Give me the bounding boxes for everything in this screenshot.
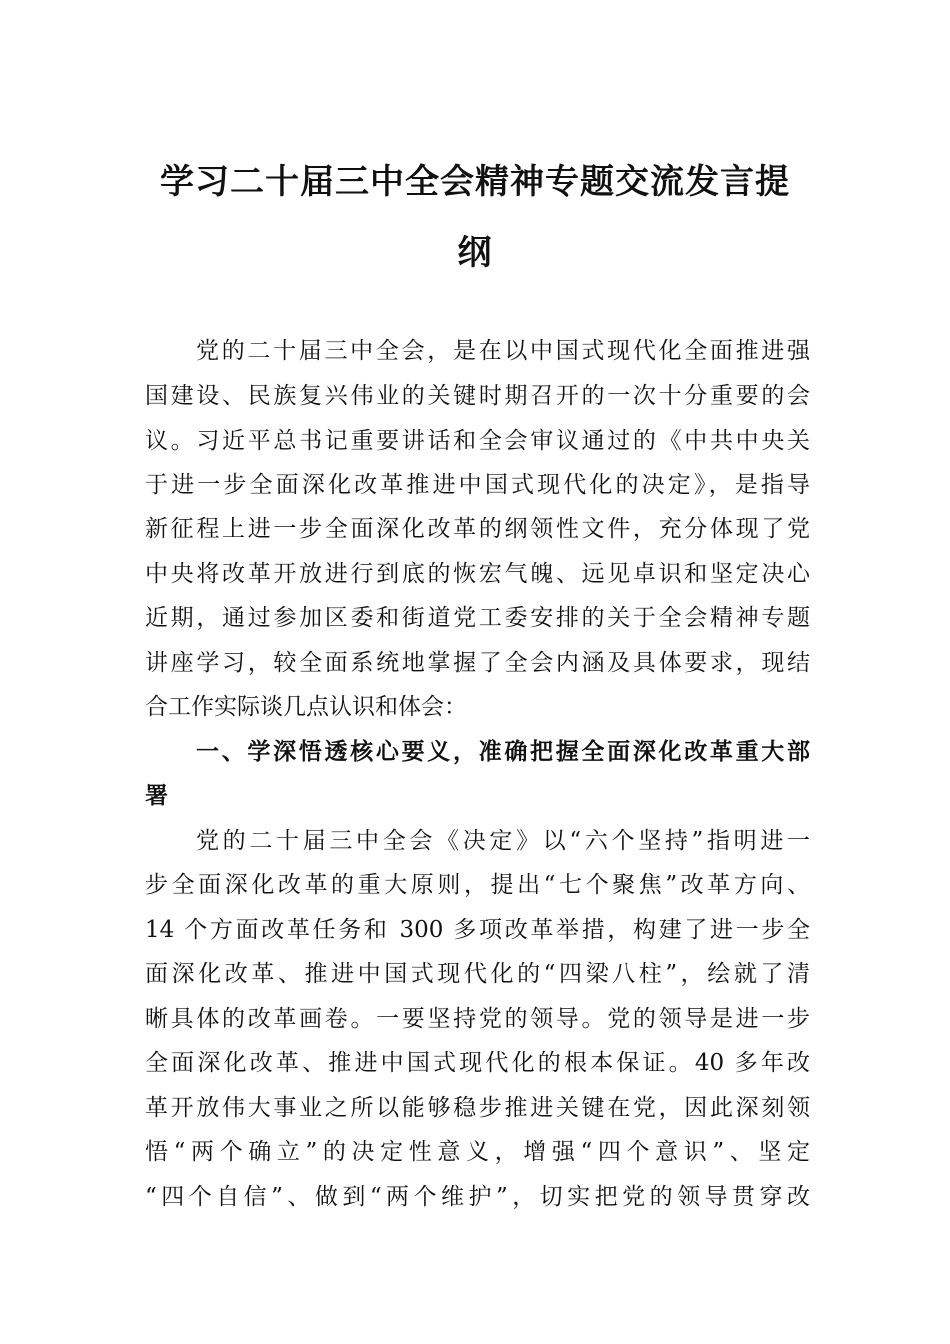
intro-paragraph-line: 中央将改革开放进行到底的恢宏气魄、远见卓识和坚定决心 — [145, 561, 810, 587]
document-title: 学习二十届三中全会精神专题交流发言提 — [160, 162, 790, 202]
section-body-line: 步全面深化改革的重大原则，提出“七个聚焦”改革方向、 — [145, 872, 810, 898]
intro-paragraph-line: 于进一步全面深化改革推进中国式现代化的决定》，是指导 — [145, 472, 810, 498]
section-body-line: 全面深化改革、推进中国式现代化的根本保证。40 多年改 — [145, 1050, 810, 1076]
section-body-line: 14 个方面改革任务和 300 多项改革举措，构建了进一步全 — [145, 917, 810, 943]
intro-paragraph-line: 议。习近平总书记重要讲话和全会审议通过的《中共中央关 — [145, 428, 810, 454]
intro-paragraph-line: 国建设、民族复兴伟业的关键时期召开的一次十分重要的会 — [145, 383, 810, 409]
section-heading-continued: 署 — [145, 783, 168, 809]
intro-paragraph-line: 党的二十届三中全会，是在以中国式现代化全面推进强 — [196, 338, 810, 364]
section-body-line: 党的二十届三中全会《决定》以“六个坚持”指明进一 — [196, 828, 810, 854]
section-body-line: 革开放伟大事业之所以能够稳步推进关键在党，因此深刻领 — [145, 1095, 810, 1121]
section-body-line: 晰具体的改革画卷。一要坚持党的领导。党的领导是进一步 — [145, 1006, 810, 1032]
intro-paragraph-line: 新征程上进一步全面深化改革的纲领性文件，充分体现了党 — [145, 516, 810, 542]
section-body-line: 面深化改革、推进中国式现代化的“四梁八柱”，绘就了清 — [145, 961, 810, 987]
section-body-line: 悟“两个确立”的决定性意义，增强“四个意识”、坚定 — [145, 1139, 810, 1165]
document-title-continued: 纲 — [457, 233, 493, 273]
intro-paragraph-line: 讲座学习，较全面系统地掌握了全会内涵及具体要求，现结 — [145, 650, 810, 676]
section-heading: 一、学深悟透核心要义，准确把握全面深化改革重大部 — [196, 739, 810, 765]
intro-paragraph-line: 合工作实际谈几点认识和体会： — [145, 694, 467, 720]
section-body-line: “四个自信”、做到“两个维护”，切实把党的领导贯穿改 — [145, 1184, 810, 1210]
intro-paragraph-line: 近期，通过参加区委和街道党工委安排的关于全会精神专题 — [145, 605, 810, 631]
